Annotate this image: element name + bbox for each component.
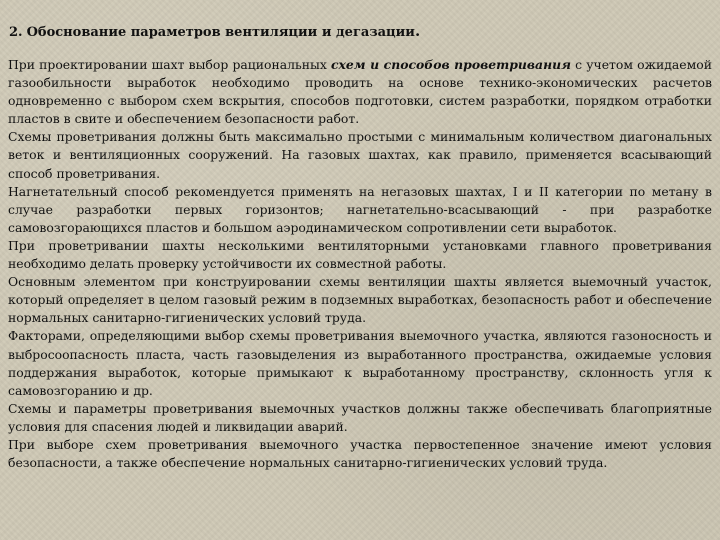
paragraph-simple-schemes: Схемы проветривания должны быть максимально простыми с минимальным количеством диагональных веток и вентиляционных сооружений. На газовых шахтах, как правило, применяется всасывающий способ проветривания. [8, 129, 712, 181]
section-title: Обоснование параметров вентиляции и дегазации [26, 25, 415, 40]
section-title-dot: . [414, 22, 421, 40]
paragraph-1-start: При проектировании шахт выбор рациональных [8, 57, 331, 72]
paragraph-scheme-selection [8, 56, 712, 128]
paragraph-rescue-conditions: Схемы и параметры проветривания выемочных участков должны также обеспечивать благоприятные условия для спасения людей и ликвидации аварий. [8, 400, 712, 434]
paragraph-factors: Факторами, определяющими выбор схемы проветривания выемочного участка, являются газоносность и выбросоопасность пласта, часть газовыделения из выработанного пространства, ожидаемые условия поддержания выработок, которые примыкают к выработанному пространству, склонность угля к самовозгоранию и др. [8, 328, 712, 398]
paragraph-1-end: с учетом ожидаемой газообильности выработок необходимо проводить на основе технико-экономических расчетов одновременно с выбором схем вскрытия, способов подготовки, систем разработки, порядком отработки пластов в свите и обеспечением безопасности работ. [8, 57, 712, 127]
section-heading [9, 22, 420, 40]
section-number: 2. [9, 25, 23, 40]
paragraph-forcing-method: Нагнетательный способ рекомендуется применять на негазовых шахтах, I и II категории по метану в случае разработки первых горизонтов; нагнетательно-всасывающий - при разработке самовозгорающихся пластов и большом аэродинамическом сопротивлении сети выработок. [8, 183, 712, 235]
body-text [8, 56, 712, 472]
paragraph-safety-priority: При выборе схем проветривания выемочного участка первостепенное значение имеют условия безопасности, а также обеспечение нормальных санитарно-гигиенических условий труда. [8, 436, 712, 471]
paragraph-multiple-fans: При проветривании шахты несколькими вентиляторными установками главного проветривания необходимо делать проверку устойчивости их совместной работы. [8, 237, 712, 272]
paragraph-extraction-section: Основным элементом при конструировании схемы вентиляции шахты является выемочный участок, который определяет в целом газовый режим в подземных выработках, безопасность работ и обеспечение нормальных санитарно-гигиенических условий труда. [8, 274, 712, 326]
emphasis-ventilation-schemes: схем и способов проветривания [330, 57, 571, 72]
